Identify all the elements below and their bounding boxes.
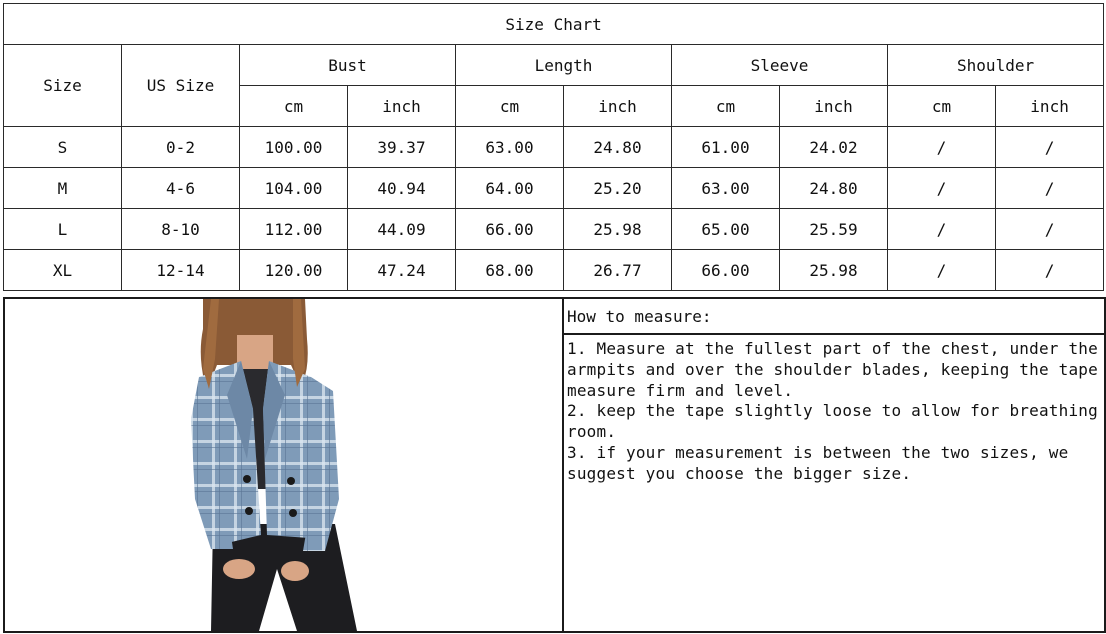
header-size: Size bbox=[4, 45, 122, 127]
cell-bust-cm: 104.00 bbox=[240, 168, 348, 209]
cell-us-size: 0-2 bbox=[122, 127, 240, 168]
cell-sleeve-cm: 65.00 bbox=[672, 209, 780, 250]
cell-length-cm: 63.00 bbox=[456, 127, 564, 168]
cell-size: M bbox=[4, 168, 122, 209]
cell-length-inch: 25.20 bbox=[564, 168, 672, 209]
cell-length-inch: 26.77 bbox=[564, 250, 672, 291]
cell-sleeve-cm: 66.00 bbox=[672, 250, 780, 291]
cell-bust-inch: 39.37 bbox=[348, 127, 456, 168]
cell-length-inch: 24.80 bbox=[564, 127, 672, 168]
cell-sleeve-inch: 24.80 bbox=[780, 168, 888, 209]
cell-shoulder-inch: / bbox=[996, 168, 1104, 209]
cell-sleeve-inch: 25.59 bbox=[780, 209, 888, 250]
header-bust: Bust bbox=[240, 45, 456, 86]
size-chart-table bbox=[3, 3, 1104, 291]
cell-sleeve-inch: 24.02 bbox=[780, 127, 888, 168]
table-row bbox=[4, 250, 1104, 291]
header-shoulder-cm: cm bbox=[888, 86, 996, 127]
table-row bbox=[4, 127, 1104, 168]
cell-shoulder-inch: / bbox=[996, 127, 1104, 168]
measure-step-3: 3. if your measurement is between the two sizes, we suggest you choose the bigger size. bbox=[567, 442, 1069, 483]
header-bust-cm: cm bbox=[240, 86, 348, 127]
cell-shoulder-inch: / bbox=[996, 250, 1104, 291]
table-row bbox=[4, 209, 1104, 250]
cell-bust-inch: 47.24 bbox=[348, 250, 456, 291]
cell-us-size: 12-14 bbox=[122, 250, 240, 291]
cell-size: L bbox=[4, 209, 122, 250]
cell-shoulder-cm: / bbox=[888, 209, 996, 250]
header-shoulder-inch: inch bbox=[996, 86, 1104, 127]
cell-bust-inch: 40.94 bbox=[348, 168, 456, 209]
product-photo bbox=[3, 297, 565, 633]
cell-sleeve-cm: 61.00 bbox=[672, 127, 780, 168]
cell-shoulder-cm: / bbox=[888, 168, 996, 209]
cell-size: XL bbox=[4, 250, 122, 291]
cell-bust-cm: 120.00 bbox=[240, 250, 348, 291]
header-sleeve-inch: inch bbox=[780, 86, 888, 127]
how-to-measure-steps bbox=[564, 335, 1104, 485]
header-us-size: US Size bbox=[122, 45, 240, 127]
header-sleeve-cm: cm bbox=[672, 86, 780, 127]
header-length-cm: cm bbox=[456, 86, 564, 127]
cell-length-cm: 64.00 bbox=[456, 168, 564, 209]
header-length: Length bbox=[456, 45, 672, 86]
cell-sleeve-inch: 25.98 bbox=[780, 250, 888, 291]
size-chart-title: Size Chart bbox=[4, 4, 1104, 45]
table-row bbox=[4, 168, 1104, 209]
cell-shoulder-cm: / bbox=[888, 250, 996, 291]
header-bust-inch: inch bbox=[348, 86, 456, 127]
header-sleeve: Sleeve bbox=[672, 45, 888, 86]
cell-shoulder-cm: / bbox=[888, 127, 996, 168]
cell-sleeve-cm: 63.00 bbox=[672, 168, 780, 209]
measure-step-1: 1. Measure at the fullest part of the chest, under the armpits and over the shoulder blades, keeping the tape measure firm and level. bbox=[567, 339, 1098, 400]
cell-us-size: 4-6 bbox=[122, 168, 240, 209]
cell-bust-cm: 100.00 bbox=[240, 127, 348, 168]
cell-length-cm: 66.00 bbox=[456, 209, 564, 250]
header-length-inch: inch bbox=[564, 86, 672, 127]
cell-length-cm: 68.00 bbox=[456, 250, 564, 291]
how-to-measure-panel bbox=[562, 297, 1106, 633]
measure-step-2: 2. keep the tape slightly loose to allow for breathing room. bbox=[567, 401, 1098, 442]
model-wearing-blazer-image bbox=[5, 299, 563, 631]
how-to-measure-heading: How to measure: bbox=[564, 299, 1104, 335]
header-shoulder: Shoulder bbox=[888, 45, 1104, 86]
cell-length-inch: 25.98 bbox=[564, 209, 672, 250]
cell-bust-inch: 44.09 bbox=[348, 209, 456, 250]
cell-shoulder-inch: / bbox=[996, 209, 1104, 250]
cell-size: S bbox=[4, 127, 122, 168]
cell-us-size: 8-10 bbox=[122, 209, 240, 250]
cell-bust-cm: 112.00 bbox=[240, 209, 348, 250]
